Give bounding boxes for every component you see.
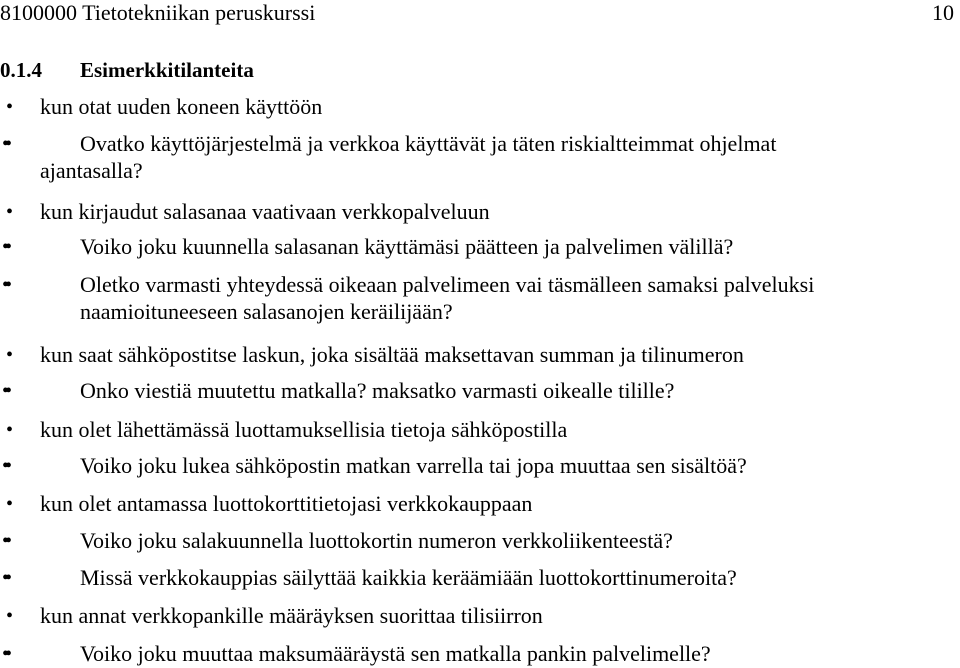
page-number: 10 [932,0,954,25]
sub-item-text: Onko viestiä muutettu matkalla? maksatko varmasti oikealle tilille? [80,378,675,403]
sub-bullet-icon: •• [2,236,9,258]
bullet-icon: • [6,493,14,515]
sub-item-text: Ovatko käyttöjärjestelmä ja verkkoa käyttävät ja täten riskialtteimmat ohjelmat [80,131,777,156]
sub-item-text: Voiko joku lukea sähköpostin matkan varrella tai jopa muuttaa sen sisältöä? [80,453,747,478]
bullet-icon: • [6,96,14,118]
course-title: 8100000 Tietotekniikan peruskurssi [0,0,316,25]
sub-bullet-icon: •• [2,643,9,665]
sub-bullet-icon: •• [2,567,9,589]
sub-item-text: Voiko joku muuttaa maksumääräystä sen matkalla pankin palvelimelle? [80,641,711,666]
item-text: kun kirjaudut salasanaa vaativaan verkkopalveluun [40,199,490,224]
bullet-icon: • [6,201,14,223]
item-text: kun olet antamassa luottokorttitietojasi verkkokauppaan [40,491,533,516]
section-number: 0.1.4 [0,58,42,82]
item-text: kun otat uuden koneen käyttöön [40,94,323,119]
sub-bullet-icon: •• [2,133,9,155]
sub-item-text: Voiko joku salakuunnella luottokortin numeron verkkoliikenteestä? [80,528,673,553]
item-text: kun saat sähköpostitse laskun, joka sisältää maksettavan summan ja tilinumeron [40,342,744,367]
sub-bullet-icon: •• [2,380,9,402]
bullet-icon: • [6,605,14,627]
item-text: kun olet lähettämässä luottamuksellisia tietoja sähköpostilla [40,417,568,442]
sub-bullet-icon: •• [2,274,9,296]
bullet-icon: • [6,419,14,441]
section-title: Esimerkkitilanteita [80,58,254,82]
sub-bullet-icon: •• [2,530,9,552]
sub-item-text: Missä verkkokauppias säilyttää kaikkia keräämiään luottokorttinumeroita? [80,565,737,590]
sub-item-text: Voiko joku kuunnella salasanan käyttämäsi päätteen ja palvelimen välillä? [80,234,734,259]
sub-bullet-icon: •• [2,455,9,477]
sub-item-text-continued: naamioituneeseen salasanojen keräilijään? [80,299,453,324]
bullet-icon: • [6,344,14,366]
item-text: kun annat verkkopankille määräyksen suorittaa tilisiirron [40,603,543,628]
sub-item-text: Oletko varmasti yhteydessä oikeaan palvelimeen vai täsmälleen samaksi palveluksi [80,272,815,297]
sub-item-text-continued: ajantasalla? [40,158,143,183]
